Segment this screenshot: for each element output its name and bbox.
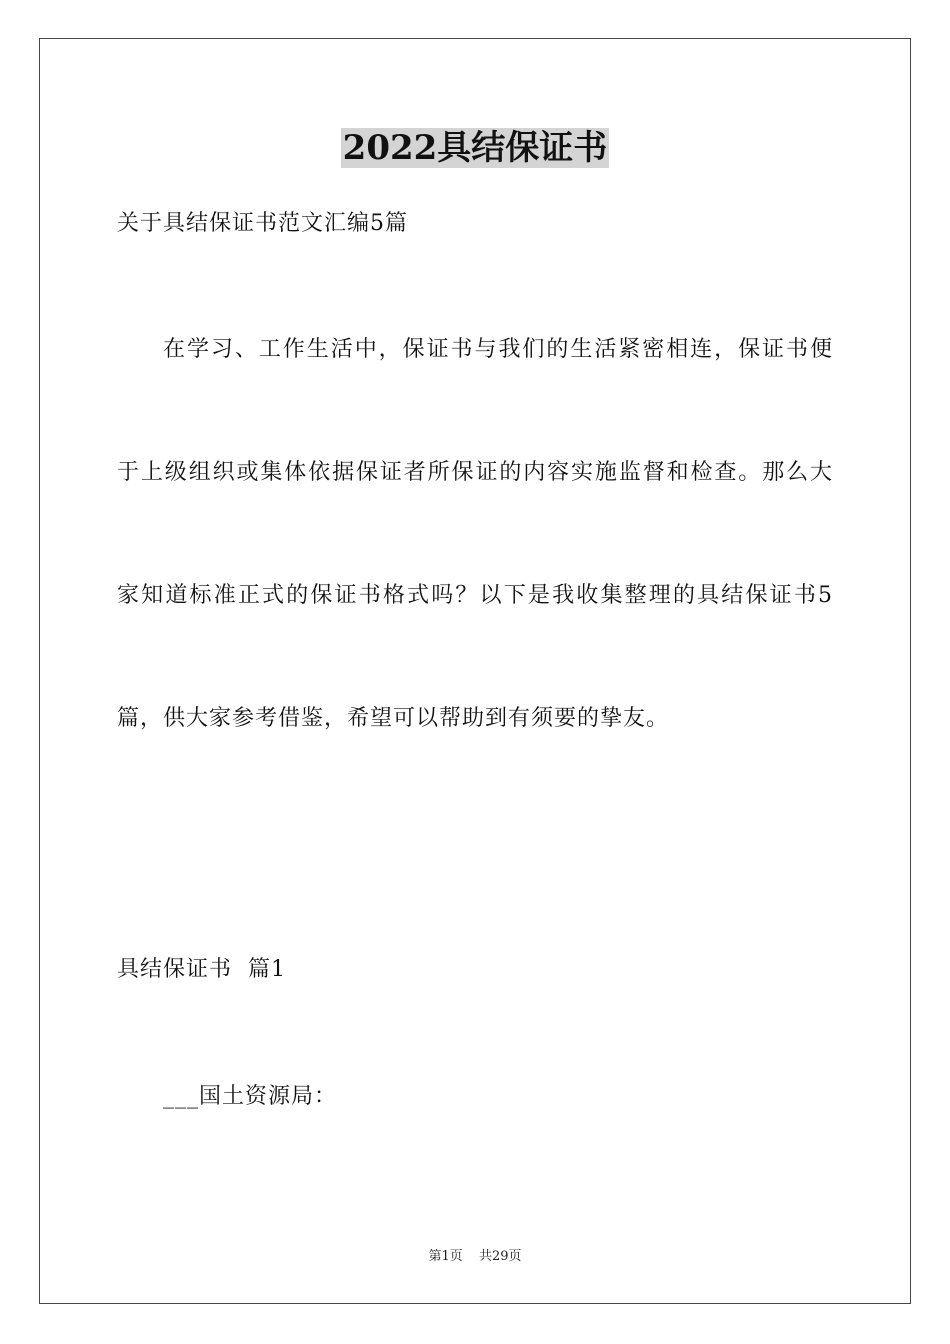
addressee-line: ___国土资源局： — [163, 1084, 338, 1109]
page-total: 共29页 — [478, 1249, 522, 1264]
intro-line-2: 于上级组织或集体依据保证者所保证的内容实施监督和检查。那么大 — [117, 460, 833, 485]
intro-line-4: 篇，供大家参考借鉴，希望可以帮助到有须要的挚友。 — [117, 706, 670, 731]
page-footer — [0, 1248, 950, 1266]
document-title-text: 2022具结保证书 — [342, 128, 608, 168]
document-title — [0, 128, 950, 168]
section-heading: 具结保证书 篇1 — [117, 957, 286, 982]
intro-line-1: 在学习、工作生活中，保证书与我们的生活紧密相连，保证书便 — [163, 337, 833, 362]
page-number: 第1页 — [428, 1249, 463, 1264]
intro-line-3: 家知道标准正式的保证书格式吗？以下是我收集整理的具结保证书5 — [117, 583, 833, 608]
document-subtitle: 关于具结保证书范文汇编5篇 — [117, 211, 408, 236]
